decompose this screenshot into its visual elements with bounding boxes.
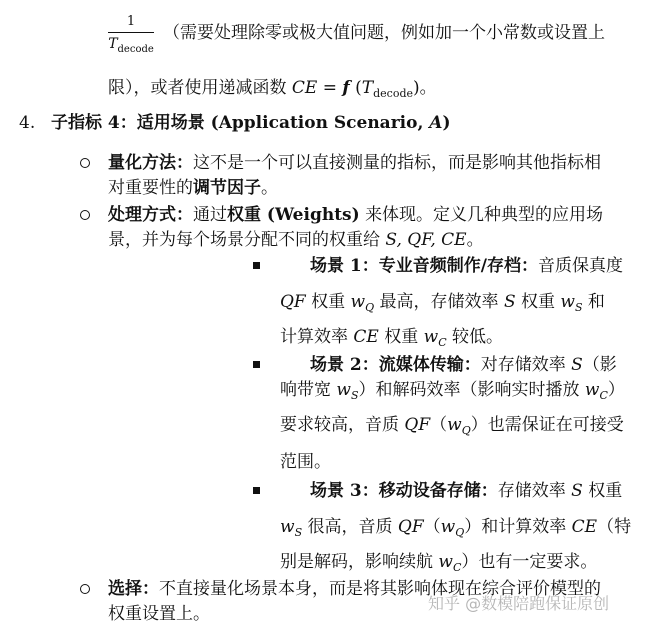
paragraph-line: 别是解码，影响续航 $w_C$）也有一定要求。 [280, 552, 598, 574]
paragraph-line: 计算效率 CE 权重 $w_C$ 较低。 [280, 327, 504, 349]
circle-bullet-icon [80, 158, 90, 168]
square-bullet-icon [253, 487, 260, 494]
paragraph-line: QF 权重 $w_Q$ 最高，存储效率 S 权重 $w_S$ 和 [280, 292, 605, 314]
paragraph-line: 场景 2：流媒体传输：对存储效率 S（影 [310, 355, 617, 375]
fraction-numerator: 1 [126, 14, 136, 29]
fraction-formula [108, 14, 154, 58]
section-title: 子指标 4：适用场景 (Application Scenario, A) [51, 113, 451, 133]
paragraph-line: 处理方式：通过权重 (Weights) 来体现。定义几种典型的应用场 [108, 205, 604, 225]
paragraph-line: $w_S$ 很高，音质 $QF(w_Q)$和计算效率 CE（特 [280, 517, 632, 539]
section-number: 4. [19, 113, 36, 133]
paragraph-line: 响带宽 $w_S$）和解码效率（影响实时播放 $w_C$） [280, 380, 625, 402]
fraction-bar [108, 32, 154, 33]
paragraph-line: 权重设置上。 [108, 604, 210, 624]
paragraph-line: 量化方法：这不是一个可以直接测量的指标，而是影响其他指标相 [108, 153, 601, 173]
fraction-denominator: $T_{decode}$ [108, 36, 154, 55]
paragraph-line: 场景 3：移动设备存储：存储效率 S 权重 [310, 481, 623, 501]
circle-bullet-icon [80, 210, 90, 220]
paragraph-line: 限），或者使用递减函数 CE = f $(T_{decode})$。 [108, 78, 437, 100]
paragraph-line: 场景 1：专业音频制作/存档：音质保真度 [310, 256, 623, 276]
square-bullet-icon [253, 262, 260, 269]
paragraph-line: 范围。 [280, 452, 331, 472]
circle-bullet-icon [80, 584, 90, 594]
paragraph-line: 对重要性的调节因子。 [108, 178, 278, 198]
square-bullet-icon [253, 361, 260, 368]
paragraph-line: （需要处理除零或极大值问题，例如加一个小常数或设置上 [163, 23, 605, 43]
paragraph-line: 景，并为每个场景分配不同的权重给 S, QF, CE。 [108, 230, 484, 250]
paragraph-line: 选择：不直接量化场景本身，而是将其影响体现在综合评价模型的 [108, 579, 601, 599]
watermark: 知乎 @数模陪跑保证原创 [428, 594, 610, 613]
paragraph-line: 要求较高，音质 $QF(w_Q)$也需保证在可接受 [280, 415, 624, 437]
